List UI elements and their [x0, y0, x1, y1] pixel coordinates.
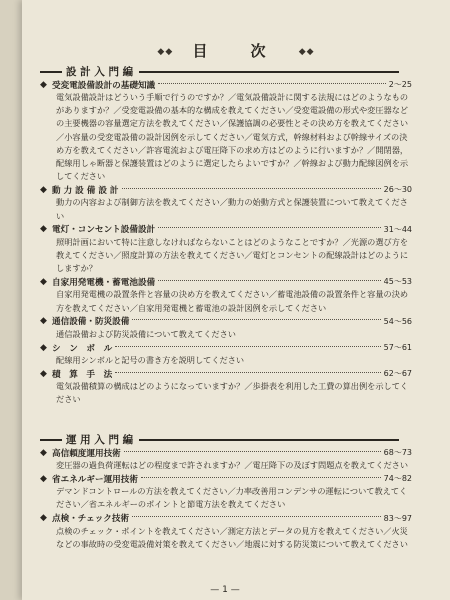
toc-entry-pages: 83～97 — [383, 513, 412, 523]
toc-entry-title: 点検・チェック技術 — [52, 514, 130, 525]
toc-entry — [40, 367, 412, 406]
toc-entry — [40, 472, 412, 511]
toc-entry-heading — [40, 512, 412, 525]
diamond-icon: ◆ — [40, 342, 47, 353]
toc-entry-heading — [40, 341, 412, 354]
title-ornament-right: ◆◆ — [298, 47, 315, 57]
title-text: 目 次 — [192, 42, 280, 60]
leader-dots — [132, 516, 381, 517]
toc-entry-pages: 68～73 — [383, 448, 412, 457]
part-heading — [40, 432, 410, 447]
toc-entry-heading — [40, 367, 412, 380]
leader-dots — [132, 319, 380, 320]
heading-rule — [40, 439, 62, 441]
toc-entry-pages: 62～67 — [383, 369, 412, 379]
toc-entry-pages: 26～30 — [383, 185, 412, 195]
toc-entry-heading — [40, 183, 412, 196]
toc-entry-questions: 通信設備および防災設備について教えてください — [56, 328, 236, 339]
page-title — [22, 40, 450, 61]
title-ornament-left: ◆◆ — [157, 47, 174, 57]
toc-entry — [40, 183, 412, 222]
toc-entry-heading — [40, 315, 412, 328]
toc-entry-title: 動 力 設 備 設 計 — [52, 185, 119, 196]
diamond-icon: ◆ — [40, 79, 47, 90]
part-heading — [40, 64, 410, 79]
toc-entry-pages: 45～53 — [383, 277, 412, 287]
toc-entry-questions: 自家用発電機の設置条件と容量の決め方を教えてください／蓄電池設備の設置条件と容量の決め方を教えてください／自家用発電機と蓄電池の設計図例を示してください — [56, 289, 409, 313]
toc-entry — [40, 341, 412, 367]
diamond-icon: ◆ — [40, 473, 47, 484]
toc-entry-pages: 74～82 — [383, 474, 412, 484]
toc-entry-pages: 57～61 — [383, 343, 412, 353]
diamond-icon: ◆ — [40, 447, 47, 458]
diamond-icon: ◆ — [40, 316, 47, 327]
toc-entry — [40, 446, 412, 472]
leader-dots — [115, 372, 380, 373]
leader-dots — [124, 451, 381, 452]
toc-entry — [40, 78, 412, 183]
heading-rule — [139, 71, 399, 73]
diamond-icon: ◆ — [40, 513, 47, 524]
toc-entry-title: 受変電設備設計の基礎知識 — [52, 80, 156, 91]
toc-entry-questions: 照明計画において特に注意しなければならないことはどのようなことですか？／光源の選び方を教えてください／照度計算の方法を教えてください／電灯とコンセントの配線設計はどのようにしますか？ — [56, 236, 409, 274]
leader-dots — [158, 280, 381, 281]
toc-entry-questions: デマンドコントロールの方法を教えてください／力率改善用コンデンサの運転について教えてください／省エネルギーのポイントと節電方法を教えてください — [56, 486, 408, 510]
toc-entry — [40, 315, 412, 341]
leader-dots — [122, 188, 381, 189]
diamond-icon: ◆ — [40, 224, 47, 235]
diamond-icon: ◆ — [40, 276, 47, 287]
toc-entry-title: 電灯・コンセント設備設計 — [52, 225, 156, 236]
toc-entry — [40, 223, 412, 276]
leader-dots — [158, 83, 386, 84]
toc-entry-pages: 31～44 — [383, 224, 412, 234]
toc-entry-questions: 変圧器の過負荷運転はどの程度まで許されますか？／電圧降下の及ぼす問題点を教えてください — [56, 460, 409, 470]
leader-dots — [141, 477, 381, 478]
toc-entry-title: 通信設備・防災設備 — [52, 317, 130, 328]
toc-entry-pages: 54～56 — [383, 316, 412, 326]
toc-entry-questions: 点検のチェック・ポイントを教えてください／測定方法とデータの見方を教えてください／火災などの事故時の受変電設備対策を教えてください／地震に対する防災策について教えてください — [56, 525, 408, 549]
leader-dots — [158, 227, 381, 228]
page-number: — 1 — — [210, 585, 240, 595]
toc-entry-heading — [40, 275, 412, 288]
toc-entry-heading — [40, 78, 412, 91]
toc-entry-heading — [40, 446, 412, 459]
toc-entry-title: 積 算 手 法 — [52, 369, 113, 380]
toc-entry-pages: 2～25 — [388, 80, 412, 89]
part-heading-label: 設 計 入 門 編 — [66, 66, 134, 78]
diamond-icon: ◆ — [40, 368, 47, 379]
diamond-icon: ◆ — [40, 184, 47, 195]
part-heading-label: 運 用 入 門 編 — [66, 434, 134, 446]
toc-entry-questions: 電気設備積算の構成はどのようになっていますか？／歩掛表を利用した工費の算出例を示してください — [56, 381, 409, 405]
toc-entry-title: 自家用発電機・蓄電池設備 — [52, 277, 156, 288]
toc-entry-questions: 動力の内容および制御方法を教えてください／動力の始動方式と保護装置について教えてください — [56, 197, 408, 221]
toc-entry-title: 省エネルギー運用技術 — [52, 474, 138, 485]
toc-entry-title: シ ン ボ ル — [52, 343, 113, 354]
toc-entry-title: 高信頼度運用技術 — [52, 448, 121, 459]
toc-entry — [40, 512, 412, 551]
toc-entry-heading — [40, 223, 412, 236]
toc-entry — [40, 275, 412, 314]
heading-rule — [139, 439, 399, 441]
toc-entry-heading — [40, 472, 412, 485]
heading-rule — [40, 71, 62, 73]
leader-dots — [115, 346, 380, 347]
part-sections — [40, 78, 412, 407]
part-sections — [40, 446, 412, 551]
toc-entry-questions: 電気設備設計はどういう手順で行うのですか？／電気設備設計に関する法規にはどのようなものがありますか？／受変電設備の基本的な構成を教えてください／受変電設備の形式や変圧器などの主要機器の容量選定方法を教えてください／保護協調の必要性とその決め方を教えてください／小容量の受変電設備の設計図例を示してください／電気方式，幹線材料および幹線サイズの決め方を教えてください／許容電流および電圧降下の求め方はどのように行いますか？／開閉器，配線用しゃ断器と保護装置はどのように選定したらよいですか？／幹線および動力配線図例を示してください — [56, 92, 409, 182]
toc-entry-questions: 配線用シンボルと記号の書き方を説明してください — [56, 355, 245, 366]
